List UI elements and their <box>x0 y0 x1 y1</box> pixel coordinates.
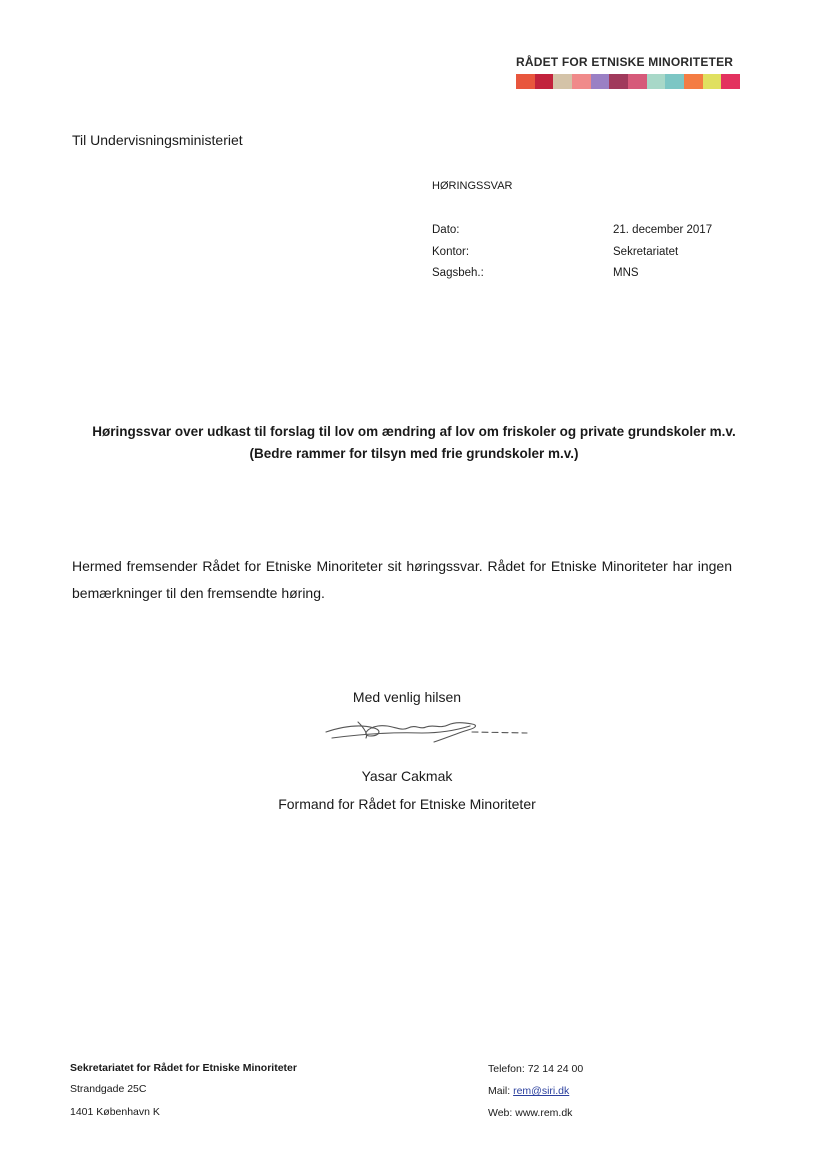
footer-web <box>488 1107 572 1119</box>
stripe-segment <box>703 74 722 89</box>
meta-value-date: 21. december 2017 <box>613 224 713 236</box>
footer-web-value[interactable]: www.rem.dk <box>515 1107 573 1119</box>
closing-greeting: Med venlig hilsen <box>352 689 462 705</box>
footer-phone-label: Telefon: <box>488 1063 525 1075</box>
stripe-segment <box>609 74 628 89</box>
meta-value-office: Sekretariatet <box>613 246 679 258</box>
footer-mail-label: Mail: <box>488 1085 511 1097</box>
footer-city: 1401 København K <box>70 1106 160 1118</box>
recipient: Til Undervisningsministeriet <box>72 132 243 148</box>
stripe-segment <box>516 74 535 89</box>
meta-label-caseworker: Sagsbeh.: <box>432 267 484 279</box>
meta-label-office: Kontor: <box>432 246 470 258</box>
stripe-segment <box>684 74 703 89</box>
footer-phone-value: 72 14 24 00 <box>527 1063 584 1075</box>
signature-image <box>322 716 532 746</box>
footer-mail <box>488 1085 569 1097</box>
stripe-segment <box>591 74 610 89</box>
stripe-segment <box>572 74 591 89</box>
signatory-name: Yasar Cakmak <box>361 768 453 784</box>
stripe-segment <box>665 74 684 89</box>
document-type: HØRINGSSVAR <box>432 180 513 192</box>
meta-value-caseworker: MNS <box>613 267 639 279</box>
signatory-title: Formand for Rådet for Etniske Minoriteter <box>278 796 536 812</box>
footer-phone <box>488 1063 583 1075</box>
footer-street: Strandgade 25C <box>70 1083 147 1095</box>
stripe-segment <box>553 74 572 89</box>
stripe-segment <box>721 74 740 89</box>
footer-org: Sekretariatet for Rådet for Etniske Minoriteter <box>70 1062 297 1074</box>
stripe-segment <box>628 74 647 89</box>
footer-mail-link[interactable]: rem@siri.dk <box>513 1085 570 1097</box>
subject-line-1: Høringssvar over udkast til forslag til lov om ændring af lov om friskoler og private grundskoler m.v. <box>92 424 736 439</box>
stripe-segment <box>647 74 666 89</box>
organization-brand: RÅDET FOR ETNISKE MINORITETER <box>516 55 734 69</box>
footer-web-label: Web: <box>488 1107 513 1119</box>
subject-line-2: (Bedre rammer for tilsyn med frie grundskoler m.v.) <box>249 446 579 461</box>
meta-label-date: Dato: <box>432 224 460 236</box>
body-paragraph: Hermed fremsender Rådet for Etniske Minoriteter sit høringssvar. Rådet for Etniske Minoriteter har ingen bemærkninger til den fremsendte høring. <box>72 558 732 601</box>
stripe-segment <box>535 74 554 89</box>
brand-color-stripe <box>516 74 740 89</box>
